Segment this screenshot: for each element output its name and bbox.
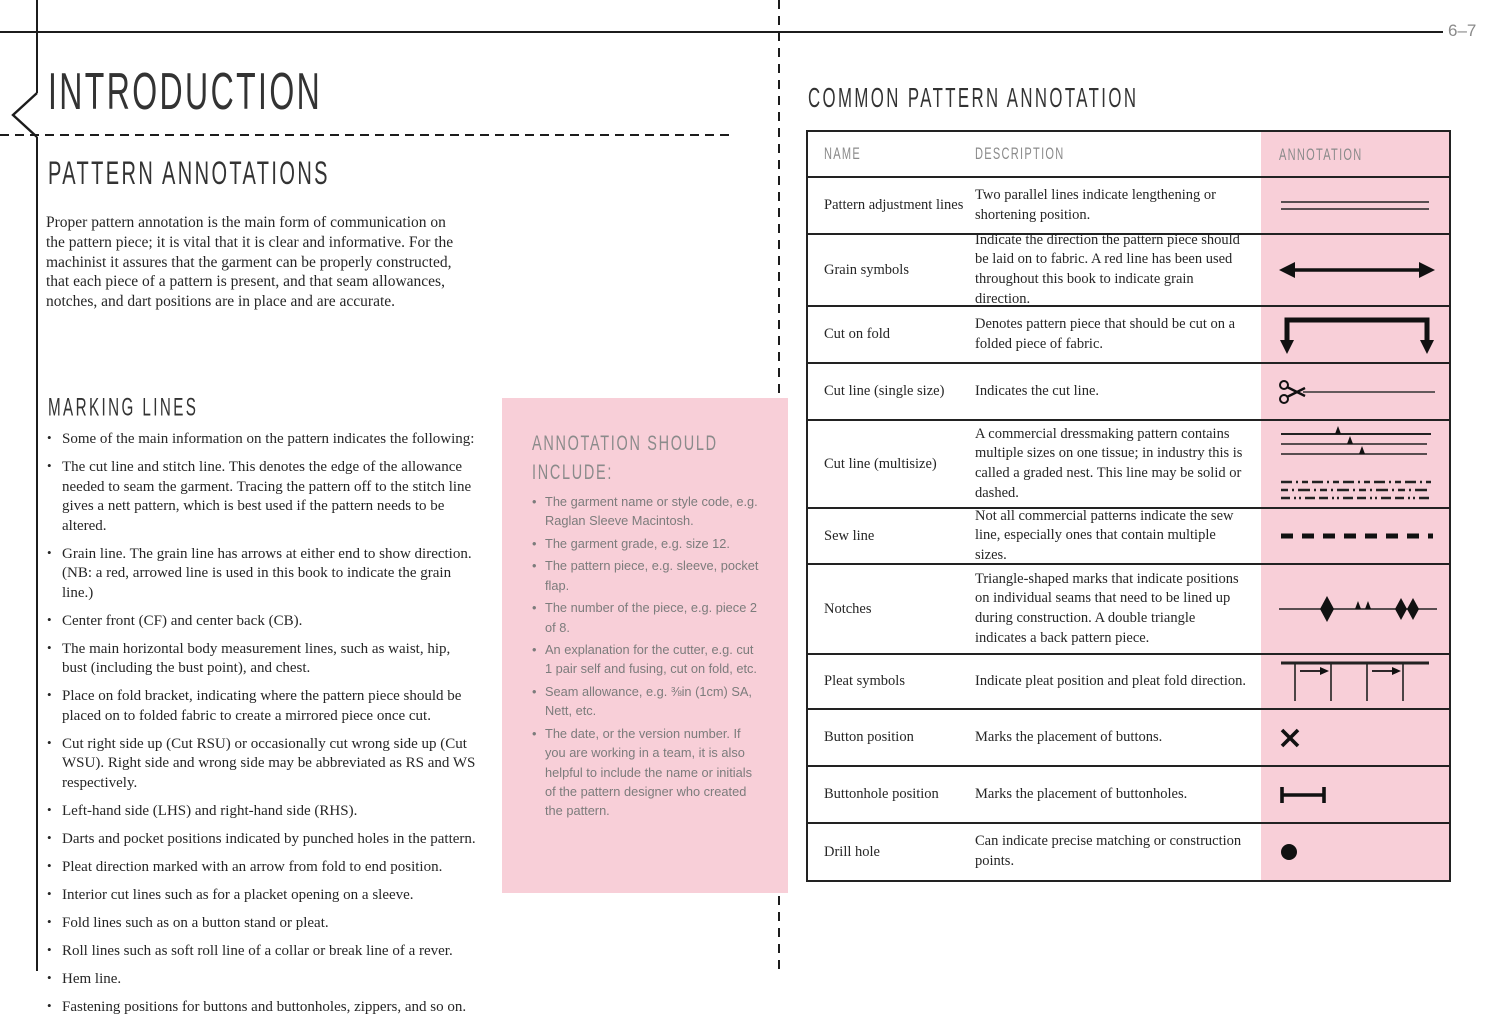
scissors-on-line-symbol (1279, 375, 1439, 409)
row-name: Cut line (multisize) (824, 455, 937, 472)
list-item: • The number of the piece, e.g. piece 2 of 8. (532, 598, 762, 637)
annotation-include-callout (502, 398, 788, 893)
list-item: • The main horizontal body measurement lines, such as waist, hip, bust (including the bust point), and chest. (46, 640, 476, 679)
row-description: Indicate the direction the pattern piece should be laid on to fabric. A red line has been used throughout this book to indicate grain direction. (975, 231, 1240, 307)
list-item: • The garment name or style code, e.g. Raglan Sleeve Macintosh. (532, 492, 762, 531)
list-item: • The pattern piece, e.g. sleeve, pocket flap. (532, 556, 762, 595)
double-headed-arrow-symbol (1279, 259, 1435, 281)
row-name: Grain symbols (824, 261, 909, 278)
notch-marks-symbol (1279, 592, 1439, 626)
table-row (808, 305, 1449, 362)
callout-title: ANNOTATION SHOULD INCLUDE: (532, 431, 718, 484)
page-number: 6–7 (1448, 21, 1477, 40)
row-description: Not all commercial patterns indicate the sew line, especially ones that contain multiple sizes. (975, 507, 1234, 563)
table-row (808, 822, 1449, 880)
table-row (808, 765, 1449, 822)
pleat-fold-marks-symbol (1279, 659, 1435, 705)
list-item: • The date, or the version number. If you are working in a team, it is also helpful to include the name or initials of the pattern designer who created the pattern. (532, 724, 762, 821)
table-header-row (808, 132, 1449, 176)
section-title: PATTERN ANNOTATIONS (48, 155, 330, 193)
row-name: Sew line (824, 527, 875, 544)
row-name: Pattern adjustment lines (824, 197, 964, 213)
cut-chevron-mark (0, 93, 42, 137)
list-item: • Interior cut lines such as for a placket opening on a sleeve. (46, 886, 476, 906)
list-item: • Pleat direction marked with an arrow from fold to end position. (46, 858, 476, 878)
dashed-horizontal-rule (0, 134, 732, 136)
top-rule (0, 31, 1443, 33)
list-item: • Center front (CF) and center back (CB). (46, 612, 476, 632)
column-header-description: DESCRIPTION (975, 144, 1065, 164)
list-item: • Fold lines such as on a button stand or pleat. (46, 914, 476, 934)
list-item: • Roll lines such as soft roll line of a collar or break line of a rever. (46, 942, 476, 962)
row-description: Marks the placement of buttonholes. (975, 785, 1188, 802)
table-row (808, 653, 1449, 708)
list-item: • The garment grade, e.g. size 12. (532, 534, 762, 553)
left-margin-rule (36, 137, 38, 971)
bold-dashed-line-symbol (1279, 531, 1435, 541)
list-item: • Hem line. (46, 970, 476, 990)
list-item: • Fastening positions for buttons and buttonholes, zippers, and so on. (46, 998, 476, 1018)
row-description: Denotes pattern piece that should be cut on a folded piece of fabric. (975, 315, 1236, 352)
marking-lines-list (46, 430, 476, 1026)
left-margin-rule (36, 0, 38, 93)
chapter-title: INTRODUCTION (48, 63, 323, 121)
list-item: • Grain line. The grain line has arrows at either end to show direction. (NB: a red, arrowed line is used in this book to indicate the grain line.) (46, 545, 476, 604)
list-item: • Place on fold bracket, indicating where the pattern piece should be placed on to folded fabric to create a mirrored piece once cut. (46, 687, 476, 726)
row-description: Indicates the cut line. (975, 382, 1100, 399)
row-description: Can indicate precise matching or construction points. (975, 833, 1242, 869)
table-row (808, 233, 1449, 305)
row-name: Cut line (single size) (824, 383, 945, 399)
annotation-table (806, 130, 1451, 882)
column-header-annotation: ANNOTATION (1261, 132, 1449, 176)
row-name: Button position (824, 729, 914, 745)
row-description: Two parallel lines indicate lengthening or shortening position. (975, 186, 1216, 223)
list-item: • Darts and pocket positions indicated by punched holes in the pattern. (46, 830, 476, 850)
row-description: Triangle-shaped marks that indicate positions on individual seams that need to be lined up during construction. A double triangle indicates a back pattern piece. (975, 570, 1239, 646)
row-name: Drill hole (824, 843, 880, 860)
table-row (808, 708, 1449, 765)
list-item: • Seam allowance, e.g. ⅜in (1cm) SA, Nett, etc. (532, 682, 762, 721)
callout-list (532, 492, 762, 821)
row-description: Indicate pleat position and pleat fold direction. (975, 672, 1246, 689)
list-item: • An explanation for the cutter, e.g. cut 1 pair self and fusing, cut on fold, etc. (532, 640, 762, 679)
table-row (808, 419, 1449, 507)
i-beam-bar-symbol (1279, 785, 1327, 805)
table-heading: COMMON PATTERN ANNOTATION (808, 83, 1139, 114)
table-row (808, 507, 1449, 563)
row-name: Pleat symbols (824, 673, 905, 689)
fold-bracket-symbol (1279, 314, 1435, 356)
row-description: A commercial dressmaking pattern contains multiple sizes on one tissue; in industry this is called a graded nest. This line may be solid or dashed. (975, 425, 1243, 501)
filled-dot-symbol (1279, 842, 1299, 862)
list-item: • The cut line and stitch line. This denotes the edge of the allowance needed to seam the garment. Tracing the pattern off to the stitch line gives a nett pattern, which is best used if the pattern needs to be altered. (46, 458, 476, 536)
list-item: • Some of the main information on the pattern indicates the following: (46, 430, 476, 450)
list-item: • Cut right side up (Cut RSU) or occasionally cut wrong side up (Cut WSU). Right side and wrong side may be abbreviated as RS and WS respectively. (46, 735, 476, 794)
row-description: Marks the placement of buttons. (975, 728, 1163, 745)
x-mark-symbol (1279, 727, 1301, 749)
column-header-name: NAME (824, 144, 862, 163)
table-row (808, 362, 1449, 419)
parallel-lines-symbol (1279, 198, 1435, 214)
table-row (808, 563, 1449, 653)
row-name: Notches (824, 600, 872, 617)
row-name: Cut on fold (824, 326, 891, 342)
graded-nest-lines-symbol (1279, 426, 1435, 502)
marking-lines-heading: MARKING LINES (48, 394, 199, 422)
list-item: • Left-hand side (LHS) and right-hand side (RHS). (46, 802, 476, 822)
row-name: Buttonhole position (824, 786, 939, 802)
intro-paragraph: Proper pattern annotation is the main form of communication on the pattern piece; it is vital that it is clear and informative. For the machinist it assures that the garment can be properly constructed, that each piece of a pattern is present, and that seam allowances, notches, and dart positions are in place and are accurate. (46, 214, 454, 311)
